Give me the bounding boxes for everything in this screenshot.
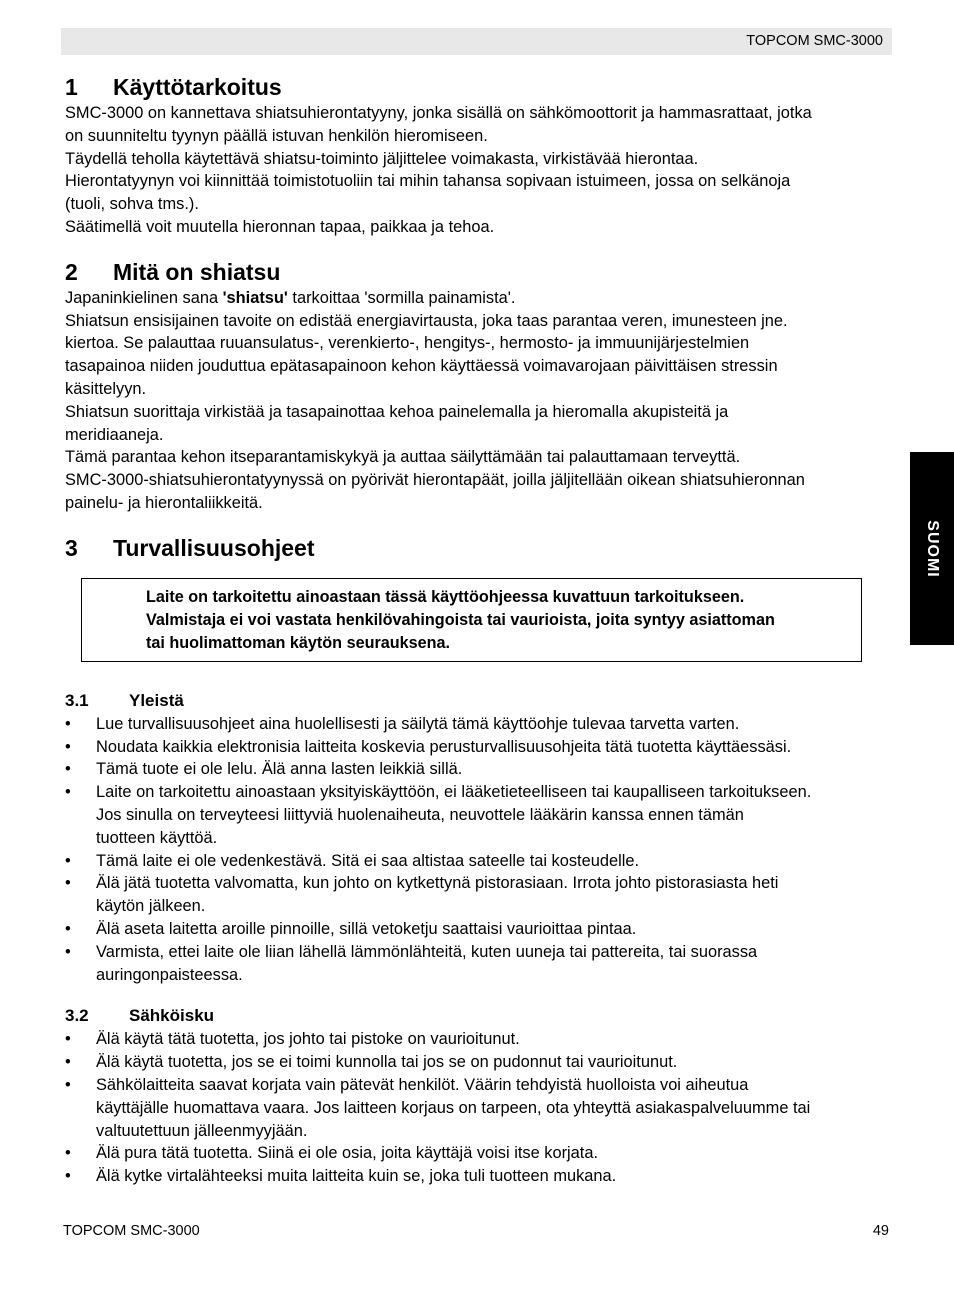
subsection-title: Yleistä (129, 690, 184, 710)
list-item-line: Noudata kaikkia elektronisia laitteita koskevia perusturvallisuusohjeita tätä tuotetta käyttäessäsi. (96, 737, 792, 756)
section-2-heading (65, 257, 890, 287)
section-2-body (65, 287, 890, 515)
list-item-line: Sähkölaitteita saavat korjata vain pätevät henkilöt. Väärin tehdyistä huolloista voi aiheutua (96, 1075, 749, 1094)
paragraph-line: on suunniteltu tyynyn päällä istuvan henkilön hieromiseen. (65, 126, 488, 145)
bold-term: 'shiatsu' (222, 288, 288, 307)
list-item-line: Älä kytke virtalähteeksi muita laitteita kuin se, joka tuli tuotteen mukana. (96, 1167, 617, 1186)
list-item (65, 918, 890, 941)
bullet-icon: • (65, 1167, 71, 1186)
list-item (65, 850, 890, 873)
section-1-body (65, 102, 890, 239)
warning-line: Laite on tarkoitettu ainoastaan tässä käyttöohjeessa kuvattuun tarkoitukseen. (146, 588, 745, 606)
bullet-icon: • (65, 1075, 71, 1094)
section-number: 2 (65, 258, 78, 285)
list-item (65, 781, 890, 849)
list-item-line: Älä käytä tätä tuotetta, jos johto tai pistoke on vaurioitunut. (96, 1030, 520, 1049)
paragraph-line: Shiatsun ensisijainen tavoite on edistää energiavirtausta, joka taas parantaa veren, imunesteen jne. (65, 311, 788, 330)
text-run: tarkoittaa 'sormilla painamista'. (287, 288, 516, 307)
section-number: 3 (65, 534, 78, 561)
list-item (65, 713, 890, 736)
bullet-icon: • (65, 760, 71, 779)
bullet-icon: • (65, 1030, 71, 1049)
list-item-line: käytön jälkeen. (96, 897, 206, 916)
header-bar (61, 28, 892, 55)
electric-shock-list (65, 1028, 890, 1188)
list-item (65, 1074, 890, 1142)
paragraph-line: Täydellä teholla käytettävä shiatsu-toiminto jäljittelee voimakasta, virkistävää hierontaa. (65, 149, 699, 168)
subsection-3-1-heading (65, 689, 890, 713)
bullet-icon: • (65, 714, 71, 733)
list-item (65, 736, 890, 759)
paragraph-line: SMC-3000 on kannettava shiatsuhierontatyyny, jonka sisällä on sähkömoottorit ja hammasrattaat, jotka (65, 104, 812, 122)
list-item-line: Älä aseta laitetta aroille pinnoille, sillä vetoketju saattaisi vaurioittaa pintaa. (96, 919, 637, 938)
footer-product: TOPCOM SMC-3000 (63, 1223, 200, 1239)
subsection-3-2-heading (65, 1004, 890, 1028)
list-item-line: Tämä tuote ei ole lelu. Älä anna lasten leikkiä sillä. (96, 760, 463, 779)
paragraph-line: painelu- ja hierontaliikkeitä. (65, 493, 263, 512)
subsection-number: 3.1 (65, 690, 89, 710)
list-item-line: Lue turvallisuusohjeet aina huolellisesti ja säilytä tämä käyttöohje tulevaa tarvetta varten. (96, 714, 740, 733)
paragraph-line: Tämä parantaa kehon itseparantamiskykyä ja auttaa säilyttämään tai palauttamaan terveyttä. (65, 448, 741, 467)
text-run: Japaninkielinen sana (65, 288, 223, 307)
list-item-line: Älä pura tätä tuotetta. Siinä ei ole osia, joita käyttäjä voisi itse korjata. (96, 1144, 599, 1163)
list-item-line: Tämä laite ei ole vedenkestävä. Sitä ei saa altistaa sateelle tai kosteudelle. (96, 851, 640, 870)
bullet-icon: • (65, 942, 71, 961)
warning-line: tai huolimattoman käytön seurauksena. (146, 633, 451, 652)
subsection-number: 3.2 (65, 1006, 89, 1026)
list-item-line: tuotteen käyttöä. (96, 828, 218, 847)
list-item-line: valtuutettuun jälleenmyyjään. (96, 1121, 308, 1140)
section-title: Käyttötarkoitus (113, 74, 282, 100)
language-tab-label: SUOMI (924, 519, 941, 578)
list-item (65, 872, 890, 918)
list-item (65, 941, 890, 987)
subsection-title: Sähköisku (129, 1006, 215, 1026)
list-item-line: Älä käytä tuotetta, jos se ei toimi kunnolla tai jos se on pudonnut tai vaurioitunut. (96, 1053, 678, 1072)
paragraph-line (65, 287, 890, 310)
section-number: 1 (65, 74, 78, 100)
list-item-line: käyttäjälle huomattava vaara. Jos laitteen korjaus on tarpeen, ota yhteyttä asiakaspalveluumme tai (96, 1098, 811, 1117)
paragraph-line: Hierontatyynyn voi kiinnittää toimistotuoliin tai mihin tahansa sopivaan istuimeen, jossa on selkänoja (65, 172, 791, 191)
warning-box (81, 578, 862, 662)
section-title: Turvallisuusohjeet (113, 534, 315, 561)
bullet-icon: • (65, 874, 71, 893)
paragraph-line: Shiatsun suorittaja virkistää ja tasapainottaa kehoa painelemalla ja hieromalla akupisteitä ja (65, 402, 729, 421)
list-item (65, 1165, 890, 1188)
list-item-line: auringonpaisteessa. (96, 965, 243, 984)
list-item-line: Jos sinulla on terveyteesi liittyviä huolenaiheuta, neuvottele lääkärin kanssa ennen tämän (96, 805, 744, 824)
section-1-heading (65, 72, 890, 102)
paragraph-line: Säätimellä voit muutella hieronnan tapaa, paikkaa ja tehoa. (65, 217, 495, 236)
warning-line: Valmistaja ei voi vastata henkilövahingoista tai vaurioista, joita syntyy asiattoman (146, 610, 775, 629)
section-3-heading (65, 533, 890, 563)
paragraph-line: tasapainoa niiden jouduttua epätasapainoon kehon käyttäessä voimavarojaan päivittäisen stressin (65, 357, 778, 376)
paragraph-line: (tuoli, sohva tms.). (65, 195, 199, 214)
list-item (65, 758, 890, 781)
paragraph-line: kiertoa. Se palauttaa ruuansulatus-, verenkierto-, hengitys-, hermosto- ja immuunijärjestelmien (65, 334, 750, 353)
bullet-icon: • (65, 783, 71, 802)
page-number: 49 (872, 1223, 889, 1239)
paragraph-line: käsittelyyn. (65, 379, 147, 398)
language-tab (910, 452, 954, 645)
bullet-icon: • (65, 919, 71, 938)
bullet-icon: • (65, 851, 71, 870)
paragraph-line: SMC-3000-shiatsuhierontatyynyssä on pyörivät hierontapäät, joilla jäljitellään oikean shiatsuhieronnan (65, 471, 805, 490)
bullet-icon: • (65, 737, 71, 756)
list-item (65, 1051, 890, 1074)
bullet-icon: • (65, 1053, 71, 1072)
general-safety-list (65, 713, 890, 987)
list-item (65, 1142, 890, 1165)
list-item (65, 1028, 890, 1051)
paragraph-line: meridiaaneja. (65, 425, 164, 444)
list-item-line: Varmista, ettei laite ole liian lähellä lämmönlähteitä, kuten uuneja tai pattereita, tai suorassa (96, 942, 758, 961)
list-item-line: Älä jätä tuotetta valvomatta, kun johto on kytkettynä pistorasiaan. Irrota johto pistorasiasta heti (96, 874, 779, 893)
bullet-icon: • (65, 1144, 71, 1163)
header-title: TOPCOM SMC-3000 (746, 33, 883, 49)
warning-text (146, 586, 858, 654)
section-title: Mitä on shiatsu (113, 258, 281, 285)
list-item-line: Laite on tarkoitettu ainoastaan yksityiskäyttöön, ei lääketieteelliseen tai kaupalliseen tarkoitukseen. (96, 783, 812, 802)
